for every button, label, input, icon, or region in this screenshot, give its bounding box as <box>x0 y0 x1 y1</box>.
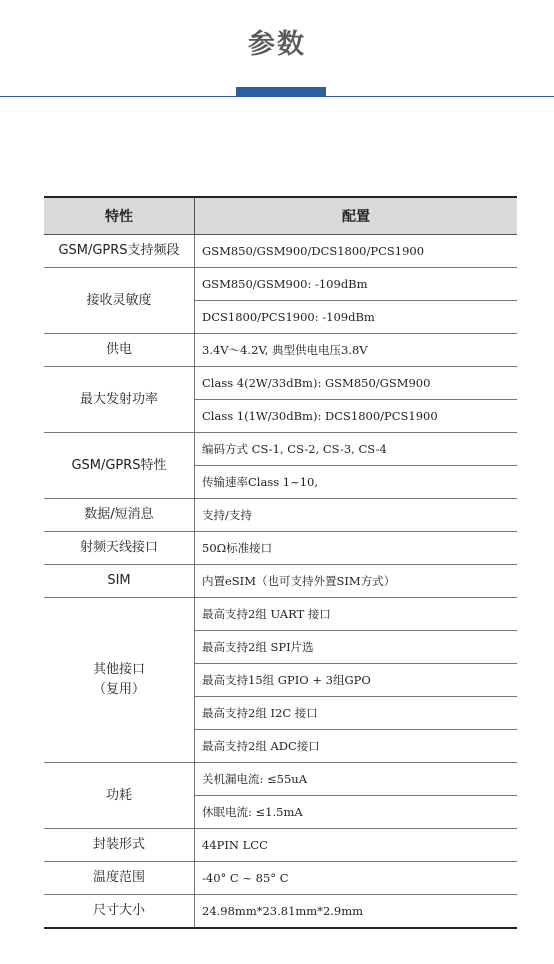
feature-cell <box>44 895 195 929</box>
feature-label: 供电 <box>105 342 132 357</box>
title-divider <box>0 96 554 97</box>
config-value: 关机漏电流: ≤55uA <box>195 763 518 796</box>
config-value: 休眠电流: ≤1.5mA <box>195 796 518 829</box>
feature-label: GSM/GPRS支持频段 <box>58 243 180 258</box>
config-value: 最高支持2组 I2C 接口 <box>195 697 518 730</box>
config-value: Class 1(1W/30dBm): DCS1800/PCS1900 <box>195 400 518 433</box>
table-row <box>44 268 517 301</box>
feature-cell <box>44 235 195 268</box>
feature-cell <box>44 565 195 598</box>
feature-label: 功耗 <box>105 787 132 803</box>
spec-table-body <box>44 235 517 929</box>
config-value: GSM850/GSM900: -109dBm <box>195 268 518 301</box>
table-row <box>44 532 517 565</box>
table-row <box>44 862 517 895</box>
feature-label: 最大发射功率 <box>79 391 158 407</box>
feature-label: 温度范围 <box>92 870 145 885</box>
feature-cell <box>44 862 195 895</box>
feature-cell <box>44 532 195 565</box>
feature-label: 封装形式 <box>92 837 145 852</box>
config-value: 24.98mm*23.81mm*2.9mm <box>202 904 364 918</box>
feature-cell <box>44 763 195 829</box>
config-value: GSM850/GSM900/DCS1800/PCS1900 <box>195 235 518 268</box>
page-title: 参数 <box>248 29 306 60</box>
feature-cell <box>44 499 195 532</box>
feature-cell <box>44 268 195 334</box>
table-row <box>44 367 517 400</box>
feature-cell <box>44 367 195 433</box>
feature-label: 数据/短消息 <box>84 507 154 522</box>
config-value: -40° C ~ 85° C <box>195 862 518 895</box>
config-value: 最高支持2组 ADC接口 <box>195 730 518 763</box>
table-row <box>44 433 517 466</box>
table-row <box>44 565 517 598</box>
config-value: 编码方式 CS-1, CS-2, CS-3, CS-4 <box>195 433 518 466</box>
header-config: 配置 <box>195 197 518 235</box>
config-value: 最高支持15组 GPIO + 3组GPO <box>195 664 518 697</box>
config-value: 50Ω标准接口 <box>195 532 518 565</box>
table-header-row <box>44 197 517 235</box>
config-value: 支持/支持 <box>195 499 518 532</box>
table-row <box>44 895 517 929</box>
feature-label: GSM/GPRS特性 <box>71 457 167 473</box>
feature-label: SIM <box>107 573 131 588</box>
table-row <box>44 334 517 367</box>
table-row <box>44 499 517 532</box>
config-value: Class 4(2W/33dBm): GSM850/GSM900 <box>195 367 518 400</box>
config-value: 3.4V～4.2V, 典型供电电压3.8V <box>195 334 518 367</box>
config-value: 内置eSIM（也可支持外置SIM方式） <box>195 565 518 598</box>
table-row <box>44 829 517 862</box>
feature-cell <box>44 829 195 862</box>
feature-label: 尺寸大小 <box>92 903 145 918</box>
table-row <box>44 235 517 268</box>
table-row <box>44 598 517 631</box>
feature-label: 射频天线接口 <box>79 540 158 555</box>
config-value: 44PIN LCC <box>195 829 518 862</box>
spec-table <box>44 196 517 929</box>
table-row <box>44 763 517 796</box>
config-value: 传输速率Class 1~10, <box>195 466 518 499</box>
feature-label: 接收灵敏度 <box>86 292 152 308</box>
feature-cell <box>44 433 195 499</box>
header-feature: 特性 <box>44 197 195 235</box>
title-accent-bar <box>236 87 326 96</box>
feature-cell <box>44 598 195 763</box>
feature-label: 其他接口 <box>92 662 145 677</box>
config-value: 最高支持2组 SPI片选 <box>195 631 518 664</box>
feature-label: （复用） <box>92 682 145 697</box>
config-value: DCS1800/PCS1900: -109dBm <box>195 301 518 334</box>
config-value: 最高支持2组 UART 接口 <box>195 598 518 631</box>
feature-cell <box>44 334 195 367</box>
